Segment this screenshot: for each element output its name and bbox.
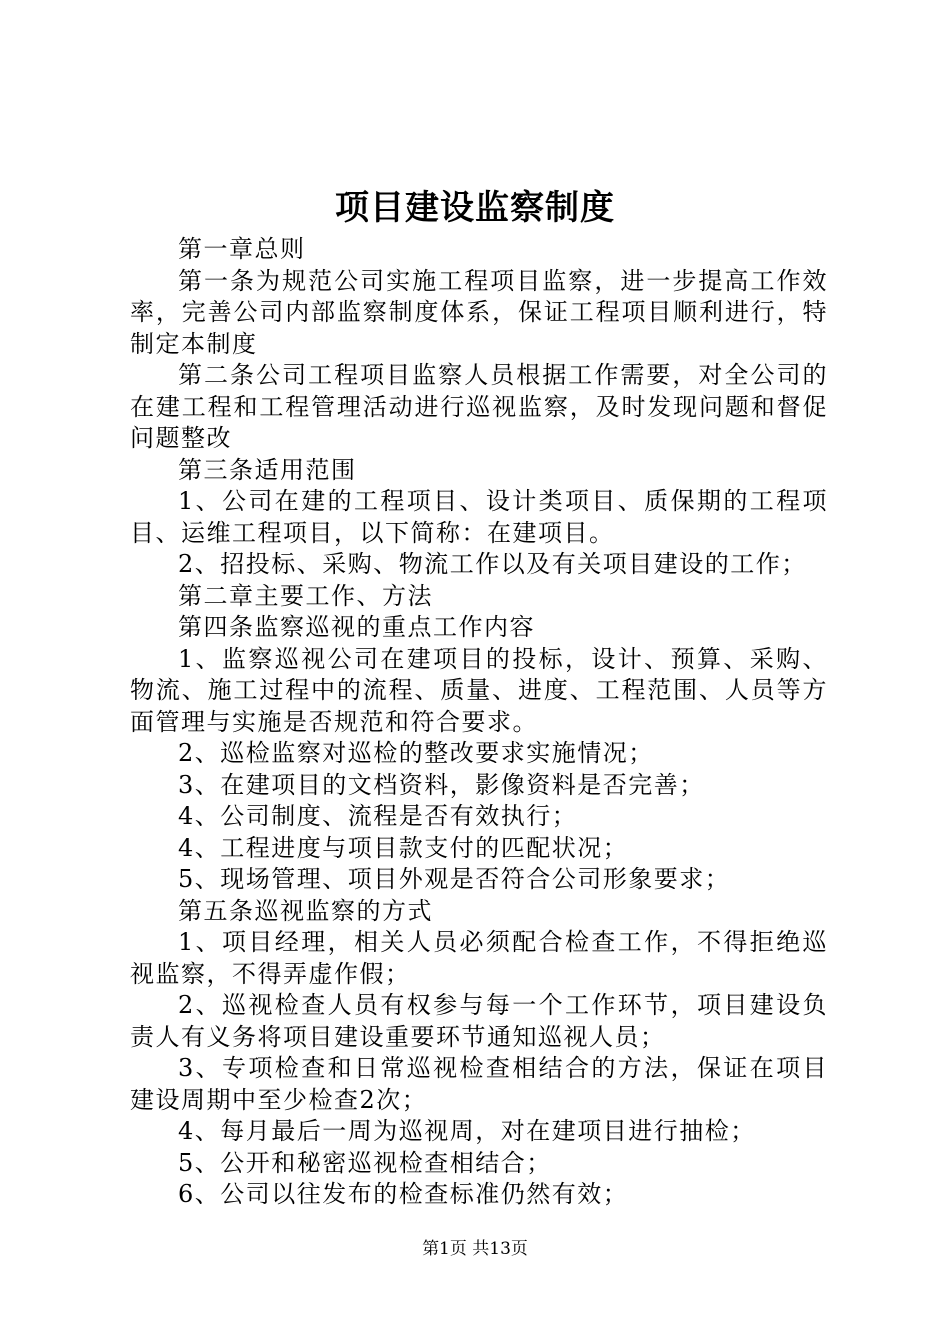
paragraph: 6、公司以往发布的检查标准仍然有效； <box>178 1180 629 1208</box>
paragraph: 4、公司制度、流程是否有效执行； <box>178 802 578 830</box>
paragraph: 第一条为规范公司实施工程项目监察，进一步提高工作效率，完善公司内部监察制度体系，保证工程项目顺利进行，特制定本制度 <box>130 266 828 358</box>
paragraph: 5、现场管理、项目外观是否符合公司形象要求； <box>178 865 731 893</box>
paragraph: 第五条巡视监察的方式 <box>178 896 433 925</box>
paragraph: 第二条公司工程项目监察人员根据工作需要，对全公司的在建工程和工程管理活动进行巡视监察，及时发现问题和督促问题整改 <box>130 361 828 452</box>
document-title: 项目建设监察制度 <box>335 188 615 228</box>
paragraph: 第三条适用范围 <box>178 455 357 484</box>
page-number-footer: 第1页 共13页 <box>422 1239 528 1259</box>
paragraph: 2、巡视检查人员有权参与每一个工作环节，项目建设负责人有义务将项目建设重要环节通知巡视人员； <box>130 991 828 1051</box>
paragraph: 1、监察巡视公司在建项目的投标，设计、预算、采购、物流、施工过程中的流程、质量、进度、工程范围、人员等方面管理与实施是否规范和符合要求。 <box>130 644 828 736</box>
document-body <box>130 234 828 1211</box>
paragraph: 5、公开和秘密巡视检查相结合； <box>178 1148 552 1177</box>
paragraph: 2、招投标、采购、物流工作以及有关项目建设的工作； <box>178 550 807 578</box>
paragraph: 第四条监察巡视的重点工作内容 <box>178 613 535 641</box>
paragraph: 1、公司在建的工程项目、设计类项目、质保期的工程项目、运维工程项目，以下简称：在建项目。 <box>130 487 828 547</box>
paragraph: 第二章主要工作、方法 <box>178 581 433 610</box>
paragraph: 4、工程进度与项目款支付的匹配状况； <box>178 833 629 862</box>
paragraph: 3、在建项目的文档资料，影像资料是否完善； <box>178 770 705 799</box>
paragraph: 第一章总则 <box>178 235 306 263</box>
paragraph: 4、每月最后一周为巡视周，对在建项目进行抽检； <box>178 1117 756 1145</box>
paragraph: 1、项目经理，相关人员必须配合检查工作，不得拒绝巡视监察，不得弄虚作假； <box>130 928 828 988</box>
paragraph: 3、专项检查和日常巡视检查相结合的方法，保证在项目建设周期中至少检查2次； <box>130 1054 828 1114</box>
paragraph: 2、巡检监察对巡检的整改要求实施情况； <box>178 739 654 767</box>
